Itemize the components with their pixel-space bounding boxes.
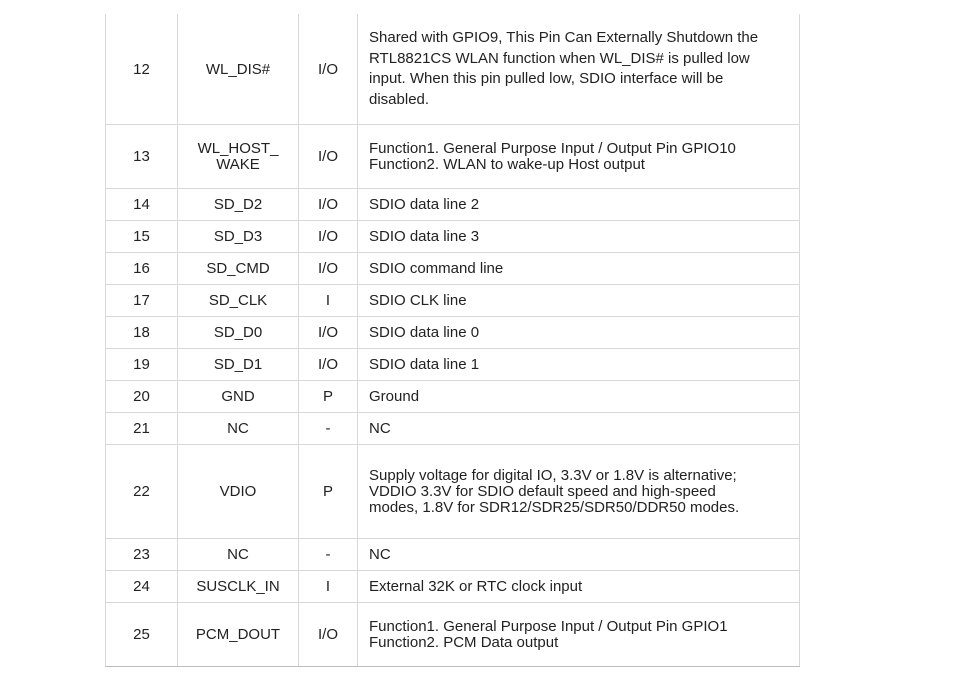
table-row [106, 349, 800, 381]
pin-description: SDIO data line 2 [358, 189, 800, 221]
table-row [106, 189, 800, 221]
pin-name: SD_CMD [178, 253, 299, 285]
description-line: input. When this pin pulled low, SDIO interface will be [369, 70, 724, 87]
pin-name: PCM_DOUT [178, 603, 299, 667]
pin-type: I/O [299, 14, 358, 125]
table-row [106, 571, 800, 603]
pin-type: I/O [299, 125, 358, 189]
pin-number: 21 [106, 413, 178, 445]
description-line: Function2. WLAN to wake-up Host output [369, 155, 645, 173]
pin-name-line: WAKE [216, 155, 260, 173]
pin-name: WL_DIS# [178, 14, 299, 125]
pin-name: SD_D1 [178, 349, 299, 381]
pin-type: - [299, 413, 358, 445]
table-row [106, 253, 800, 285]
pin-name: GND [178, 381, 299, 413]
pin-number: 18 [106, 317, 178, 349]
pin-number: 17 [106, 285, 178, 317]
pin-type: - [299, 539, 358, 571]
description-line: Function1. General Purpose Input / Output Pin GPIO10 [369, 139, 736, 157]
description-line: disabled. [369, 90, 430, 108]
pin-type: I/O [299, 317, 358, 349]
pin-description [358, 14, 800, 125]
pin-description: NC [358, 539, 800, 571]
pin-description: External 32K or RTC clock input [358, 571, 800, 603]
pin-description: SDIO CLK line [358, 285, 800, 317]
table-row [106, 317, 800, 349]
pin-number: 13 [106, 125, 178, 189]
pin-type: I/O [299, 349, 358, 381]
pin-number: 14 [106, 189, 178, 221]
description-line: Shared with GPIO9, This Pin Can Externally Shutdown the [369, 29, 759, 46]
table-row [106, 125, 800, 189]
pin-number: 23 [106, 539, 178, 571]
pin-description: Ground [358, 381, 800, 413]
pin-name: NC [178, 413, 299, 445]
pin-description: SDIO command line [358, 253, 800, 285]
pin-name: NC [178, 539, 299, 571]
table-row [106, 285, 800, 317]
pin-description: SDIO data line 3 [358, 221, 800, 253]
table-row [106, 603, 800, 667]
pin-description: SDIO data line 0 [358, 317, 800, 349]
pin-number: 16 [106, 253, 178, 285]
pin-type: I [299, 285, 358, 317]
description-line: Function1. General Purpose Input / Output Pin GPIO1 [369, 617, 728, 635]
pin-type: I/O [299, 253, 358, 285]
pin-number: 19 [106, 349, 178, 381]
table-row [106, 381, 800, 413]
pin-number: 12 [106, 14, 178, 125]
pin-description [358, 125, 800, 189]
pin-name: SUSCLK_IN [178, 571, 299, 603]
pin-description [358, 445, 800, 539]
pin-type: I/O [299, 603, 358, 667]
description-line: Function2. PCM Data output [369, 633, 559, 651]
pin-name: VDIO [178, 445, 299, 539]
table-row [106, 221, 800, 253]
description-line: RTL8821CS WLAN function when WL_DIS# is pulled low [369, 49, 750, 67]
description-line: VDDIO 3.3V for SDIO default speed and high-speed [369, 482, 716, 500]
pin-name: SD_D2 [178, 189, 299, 221]
pin-type: I/O [299, 221, 358, 253]
pin-name: SD_CLK [178, 285, 299, 317]
table-row [106, 539, 800, 571]
pin-type: P [299, 445, 358, 539]
pin-name: SD_D3 [178, 221, 299, 253]
pin-number: 22 [106, 445, 178, 539]
pin-description: SDIO data line 1 [358, 349, 800, 381]
table-row [106, 413, 800, 445]
pin-description [358, 603, 800, 667]
table-row [106, 445, 800, 539]
pin-type: I/O [299, 189, 358, 221]
table-row [106, 14, 800, 125]
description-line: modes, 1.8V for SDR12/SDR25/SDR50/DDR50 modes. [369, 498, 740, 516]
pin-table [105, 14, 800, 667]
pin-type: I [299, 571, 358, 603]
pin-description: NC [358, 413, 800, 445]
pin-number: 20 [106, 381, 178, 413]
pin-number: 24 [106, 571, 178, 603]
pin-number: 15 [106, 221, 178, 253]
pin-type: P [299, 381, 358, 413]
pin-number: 25 [106, 603, 178, 667]
pin-name: SD_D0 [178, 317, 299, 349]
pin-name [178, 125, 299, 189]
pin-name-line: WL_HOST_ [197, 139, 279, 157]
description-line: Supply voltage for digital IO, 3.3V or 1.8V is alternative; [369, 466, 737, 484]
